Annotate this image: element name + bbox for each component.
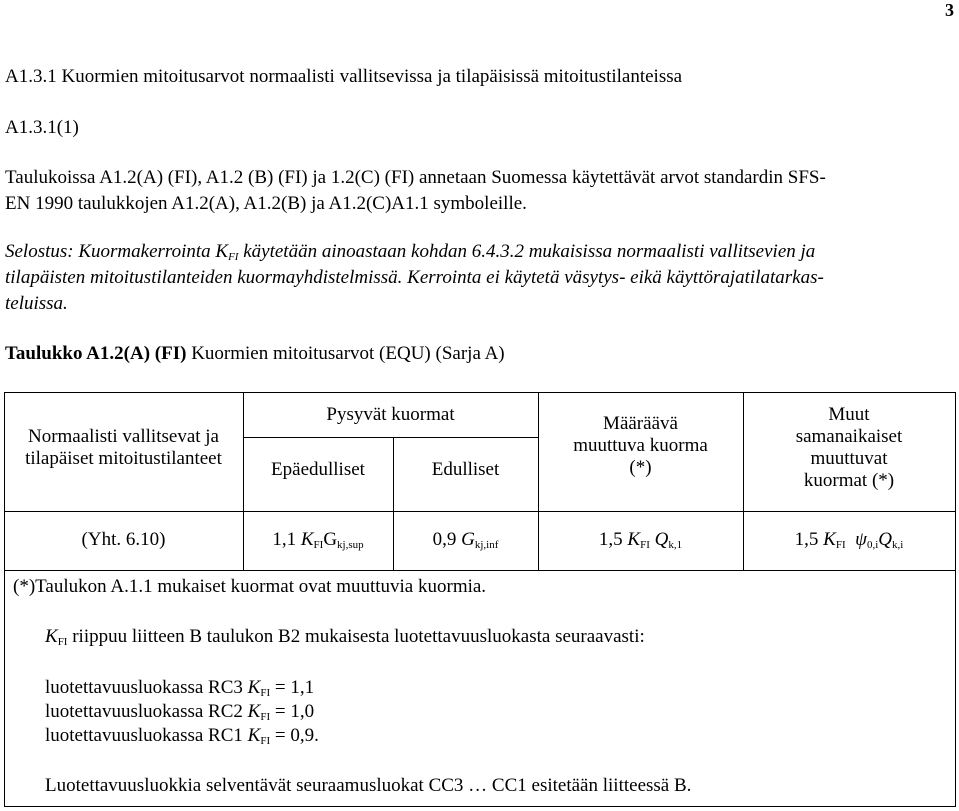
col5-header <box>743 404 955 492</box>
c5-coef: 1,5 <box>794 529 824 550</box>
class-line-rc2 <box>45 701 314 723</box>
kfi-rest: riippuu liitteen B taulukon B2 mukaisesta luotettavuusluokasta seuraavasti: <box>67 626 645 647</box>
col1-header-l1: Normaalisti vallitsevat ja <box>27 426 219 447</box>
c3-coef: 0,9 <box>432 529 462 550</box>
rc1-k: K <box>247 725 261 746</box>
note-post: käytetään ainoastaan kohdan 6.4.3.2 mukaisissa normaalisti vallitsevien ja <box>238 241 816 262</box>
subsection-heading: A1.3.1(1) <box>5 117 79 138</box>
rc1-sub: FI <box>260 735 271 747</box>
class-line-rc3 <box>45 677 314 699</box>
c2-gsub: kj,sup <box>337 539 364 551</box>
col4-header <box>538 413 743 479</box>
note-pre: Selostus: Kuormakerrointa K <box>5 241 229 262</box>
class-line-rc1 <box>45 725 319 747</box>
table-caption <box>5 343 505 365</box>
section-heading: A1.3.1 Kuormien mitoitusarvot normaalisti vallitsevissa ja tilapäisissä mitoitustilanteissa <box>5 66 683 87</box>
table-caption-bold: Taulukko A1.2(A) (FI) <box>5 343 187 364</box>
rc3-pre: luotettavuusluokassa RC3 <box>45 677 248 698</box>
cell-leading-variable <box>538 529 743 551</box>
c5-k: K <box>823 529 836 550</box>
consequence-classes-line: Luotettavuusluokkia selventävät seuraamusluokat CC3 … CC1 esitetään liitteessä B. <box>45 775 692 796</box>
rc2-pre: luotettavuusluokassa RC2 <box>45 701 248 722</box>
kfi-sub: FI <box>57 636 68 648</box>
c4-coef: 1,5 <box>598 529 628 550</box>
c5-q: Q <box>878 529 892 550</box>
col3-header: Edulliset <box>431 459 500 480</box>
col4-header-l2: muuttuva kuorma <box>573 435 708 456</box>
table-footnote: (*)Taulukon A.1.1 mukaiset kuormat ovat muuttuvia kuormia. <box>13 576 487 597</box>
rc1-post: = 0,9. <box>270 725 319 746</box>
table-caption-rest: Kuormien mitoitusarvot (EQU) (Sarja A) <box>186 343 505 364</box>
col4-header-l3: (*) <box>629 457 652 478</box>
rc2-k: K <box>247 701 261 722</box>
col4-header-l1: Määräävä <box>603 413 678 434</box>
rc3-post: = 1,1 <box>270 677 315 698</box>
c5-ksub: FI <box>835 539 846 551</box>
rc3-sub: FI <box>260 687 271 699</box>
col5-header-l1: Muut <box>828 404 870 425</box>
c2-ksub: FI <box>313 539 324 551</box>
c3-gsub: kj,inf <box>474 539 499 551</box>
c2-k: K <box>300 529 314 550</box>
page-number: 3 <box>945 0 954 20</box>
col1-header <box>4 426 243 470</box>
c5-psisub: 0,i <box>866 539 879 551</box>
intro-line-2: EN 1990 taulukkojen A1.2(A), A1.2(B) ja A1.2(C)A1.1 symboleille. <box>5 193 527 214</box>
c4-q: Q <box>654 529 669 550</box>
c5-qsub: k,i <box>892 539 904 551</box>
note-line-2: tilapäisten mitoitustilanteiden kuormayhdistelmissä. Kerrointa ei käytetä väsytys- eikä käyttörajatilatarkas- <box>5 267 824 288</box>
c4-ksub: FI <box>640 539 650 551</box>
intro-line-1: Taulukoissa A1.2(A) (FI), A1.2 (B) (FI) ja 1.2(C) (FI) annetaan Suomessa käytettävät arvot standardin SFS- <box>5 167 826 188</box>
c4-k: K <box>627 529 641 550</box>
c4-qsub: k,1 <box>668 539 683 551</box>
col5-header-l3: muuttuvat <box>810 448 888 469</box>
cell-unfavourable <box>243 529 393 551</box>
c2-coef: 1,1 <box>272 529 301 550</box>
row-label: (Yht. 6.10) <box>81 529 166 550</box>
rc1-pre: luotettavuusluokassa RC1 <box>45 725 248 746</box>
c3-g: G <box>461 529 475 550</box>
note-line-3: teluissa. <box>5 293 68 314</box>
kfi-k: K <box>45 626 58 647</box>
col2-header: Epäedulliset <box>271 459 365 480</box>
group-header-permanent: Pysyvät kuormat <box>326 404 455 425</box>
col5-header-l4: kuormat (*) <box>803 470 895 491</box>
note-line-1 <box>5 241 815 263</box>
col1-header-l2: tilapäiset mitoitustilanteet <box>25 448 222 469</box>
cell-accompanying-variable <box>743 529 955 551</box>
c5-psi: ψ <box>855 529 867 550</box>
kfi-description <box>45 626 645 648</box>
rc2-post: = 1,0 <box>270 701 315 722</box>
c2-g: G <box>323 529 338 550</box>
note-sub: FI <box>228 251 239 263</box>
rc2-sub: FI <box>260 711 271 723</box>
rc3-k: K <box>247 677 261 698</box>
col5-header-l2: samanaikaiset <box>795 426 903 447</box>
cell-favourable <box>393 529 538 551</box>
